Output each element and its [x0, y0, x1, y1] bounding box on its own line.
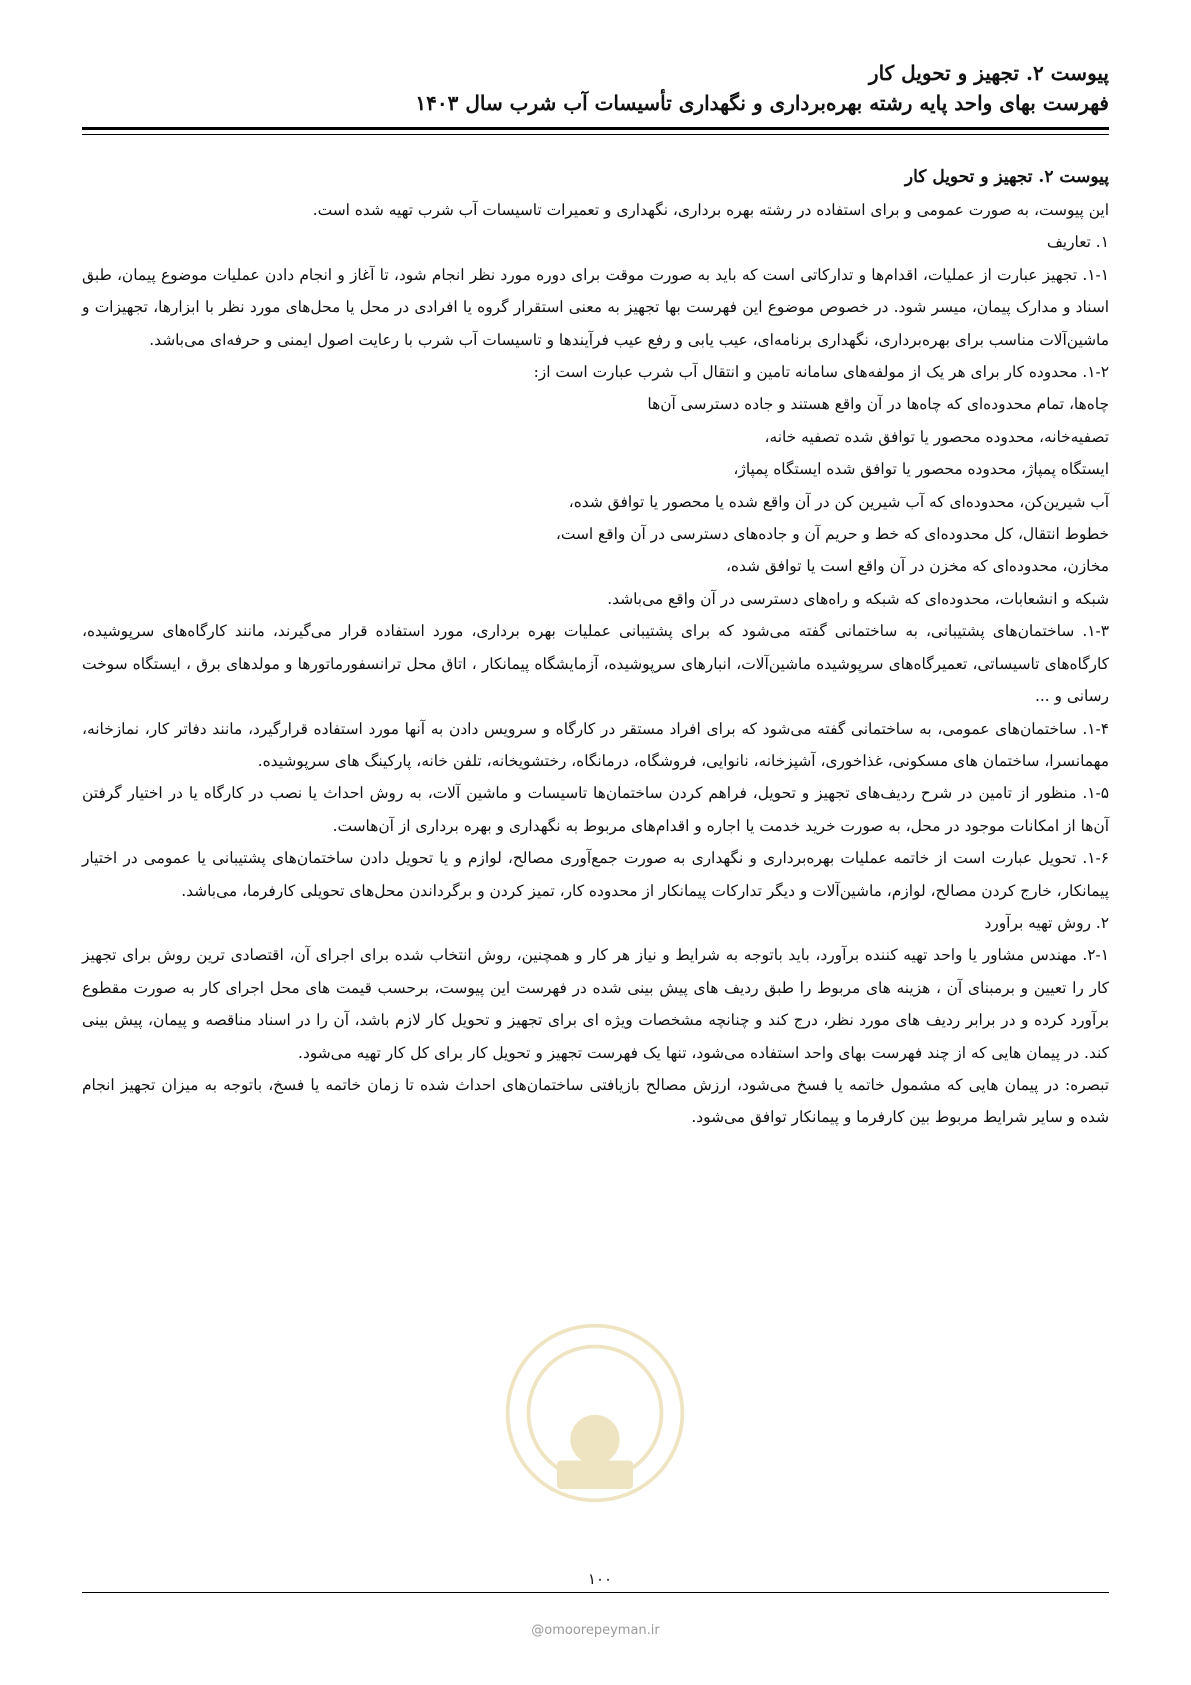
- header-appendix-title: پیوست ۲. تجهیز و تحویل کار: [868, 61, 1109, 85]
- list-item-treatment-plant: تصفیه‌خانه، محدوده محصور یا توافق شده تصفیه خانه،: [764, 427, 1109, 446]
- paragraph-1-4: ۱-۴. ساختمان‌های عمومی، به ساختمانی گفته می‌شود که برای افراد مستقر در کارگاه و سرویس دادن به آنها مورد استفاده قرارگیرد، مانند دفاتر کار، نمازخانه، مهمانسرا، ساختمان های مسکونی، غذاخوری، آشپزخانه، نانوایی، فروشگاه، درمانگاه، رختشویخانه، تلفن خانه، پارکینگ های سرپوشیده.: [82, 719, 1109, 770]
- website-watermark: @omoorepeyman.ir: [531, 1623, 660, 1638]
- paragraph-note: تبصره: در پیمان هایی که مشمول خاتمه یا فسخ می‌شود، ارزش مصالح بازیافتی ساختمان‌های احداث شده تا زمان خاتمه یا فسخ، باتوجه به میزان تجهیز انجام شده و سایر شرایط مربوط بین کارفرما و پیمانکار توافق می‌شود.: [82, 1075, 1109, 1127]
- list-item-network: شبکه و انشعابات، محدوده‌ای که شبکه و راه‌های دسترسی در آن واقع می‌باشد.: [607, 589, 1109, 608]
- footer-rule: [82, 1592, 1109, 1593]
- watermark-seal-icon: [500, 1318, 690, 1508]
- paragraph-1-5: ۱-۵. منظور از تامین در شرح ردیف‌های تجهیز و تحویل، فراهم کردن ساختمان‌ها تاسیسات و ماشین آلات، به روش احداث یا نصب در کارگاه یا در اختیار گرفتن آن‌ها از امکانات موجود در محل، به صورت خرید خدمت یا اجاره و اقدام‌های مربوط به نگهداری و بهره برداری از آن‌هاست.: [82, 784, 1109, 835]
- list-item-desalination: آب شیرین‌کن، محدوده‌ای که آب شیرین کن در آن واقع شده یا محصور یا توافق شده،: [568, 492, 1109, 511]
- list-item-reservoirs: مخازن، محدوده‌ای که مخزن در آن واقع است یا توافق شده،: [725, 557, 1109, 576]
- section-title: پیوست ۲. تجهیز و تحویل کار: [904, 167, 1109, 187]
- paragraph-1-3: ۱-۳. ساختمان‌های پشتیبانی، به ساختمانی گفته می‌شود که برای پشتیبانی عملیات بهره برداری، مورد استفاده قرار می‌گیرند، مانند کارگاه‌های سرپوشیده، کارگاه‌های تاسیساتی، تعمیرگاه‌های سرپوشیده ماشین‌آلات، انبارهای سرپوشیده، آزمایشگاه پیمانکار ، اتاق محل ترانسفورماتورها و مولدهای برق ، ایستگاه سوخت رسانی و ...: [82, 622, 1109, 706]
- header-rule-thin: [82, 134, 1109, 135]
- list-item-wells: چاه‌ها، تمام محدوده‌ای که چاه‌ها در آن واقع هستند و جاده دسترسی آن‌ها: [647, 395, 1109, 414]
- list-item-pump-station: ایستگاه پمپاژ، محدوده محصور یا توافق شده ایستگاه پمپاژ،: [733, 460, 1109, 479]
- page-body: [82, 160, 1109, 1134]
- paragraph-1-1: ۱-۱. تجهیز عبارت از عملیات، اقدام‌ها و تدارکاتی است که باید به صورت موقت برای دوره مورد نظر انجام شود، تا آغاز و انجام دادن عملیات موضوع پیمان، طبق اسناد و مدارک پیمان، میسر شود. در خصوص موضوع این فهرست بها تجهیز به معنی استقرار گروه یا افرادی در محل یا محل‌های مورد نظر با ابزارها، تجهیزات و ماشین‌آلات مناسب برای بهره‌برداری، نگهداری برنامه‌ای، عیب یابی و رفع عیب فرآیندها و تاسیسات آب شرب با رعایت اصول ایمنی و حرفه‌ای می‌باشد.: [82, 265, 1109, 349]
- page-header: [82, 58, 1109, 118]
- page-number: ۱۰۰: [565, 1570, 635, 1588]
- header-rule-thick: [82, 127, 1109, 130]
- paragraph-intro: این پیوست، به صورت عمومی و برای استفاده در رشته بهره برداری، نگهداری و تعمیرات تاسیسات آب شرب تهیه شده است.: [312, 201, 1109, 219]
- heading-definitions: ۱. تعاریف: [1046, 233, 1109, 252]
- paragraph-1-6: ۱-۶. تحویل عبارت است از خاتمه عملیات بهره‌برداری و نگهداری به صورت جمع‌آوری مصالح، لوازم و یا تحویل دادن ساختمان‌های پشتیبانی یا عمومی در اختیار پیمانکار، خارج کردن مصالح، لوازم، ماشین‌آلات و دیگر تدارکات پیمانکار از محدوده کار، تمیز کردن و برگرداندن محل‌های تحویلی کارفرما، می‌باشد.: [82, 849, 1109, 900]
- heading-estimation-method: ۲. روش تهیه برآورد: [984, 913, 1109, 932]
- paragraph-2-1: ۲-۱. مهندس مشاور یا واحد تهیه کننده برآورد، باید باتوجه به شرایط و نیاز هر کار و همچنین، روش انتخاب شده برای اجرای آن، اقتصادی ترین روش برای تجهیز کار را تعیین و برمبنای آن ، هزینه های مربوط را طبق ردیف های پیش بینی شده در فهرست این پیوست، برحسب قیمت های محل اجرای کار به صورت مقطوع برآورد کرده و در برابر ردیف های مورد نظر، درج کند و چنانچه مشخصات ویژه ای برای تجهیز و تحویل کار لازم باشد، آن را در اسناد مناقصه و پیمان، پیش بینی کند. در پیمان هایی که از چند فهرست بهای واحد استفاده می‌شود، تنها یک فهرست تجهیز و تحویل کار برای کل کار تهیه می‌شود.: [82, 946, 1109, 1062]
- header-document-title: فهرست بهای واحد پایه رشته بهره‌برداری و نگهداری تأسیسات آب شرب سال ۱۴۰۳: [415, 91, 1109, 115]
- paragraph-1-2: ۱-۲. محدوده کار برای هر یک از مولفه‌های سامانه تامین و انتقال آب شرب عبارت است از:: [533, 363, 1109, 382]
- list-item-transmission-lines: خطوط انتقال، کل محدوده‌ای که خط و حریم آن و جاده‌های دسترسی در آن واقع است،: [555, 525, 1109, 544]
